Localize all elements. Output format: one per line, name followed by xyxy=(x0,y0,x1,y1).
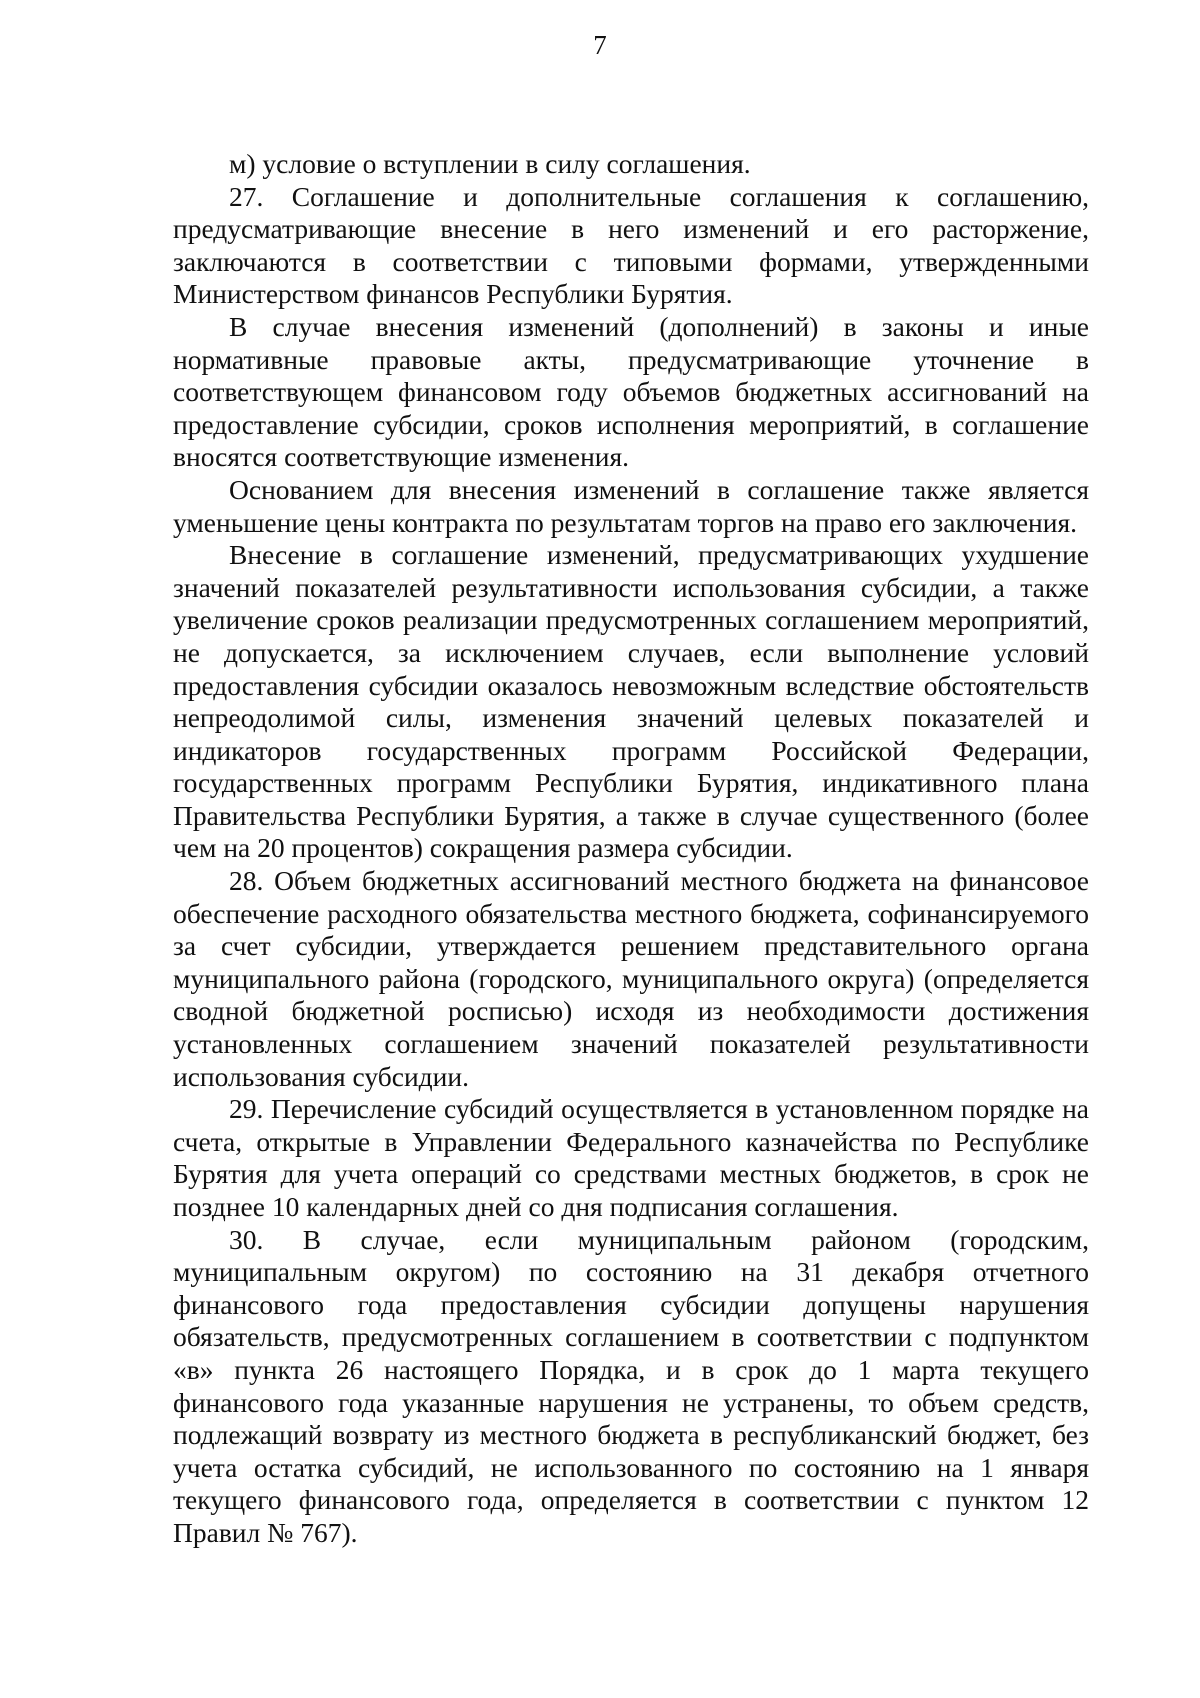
paragraph-30: 30. В случае, если муниципальным районом (городским, муниципальным округом) по состоянию на 31 декабря отчетного финансового года предоставления субсидии допущены нарушения обязательств, предусмотренных соглашением в соответствии с подпунктом «в» пункта 26 настоящего Порядка, и в срок до 1 марта текущего финансового года указанные нарушения не устранены, то объем средств, подлежащий возврату из местного бюджета в республиканский бюджет, без учета остатка субсидий, не использованного по состоянию на 1 января текущего финансового года, определяется в соответствии с пунктом 12 Правил № 767). xyxy=(173,1223,1089,1548)
paragraph-27-basis: Основанием для внесения изменений в соглашение также является уменьшение цены контракта по результатам торгов на право его заключения. xyxy=(173,473,1089,538)
page-number: 7 xyxy=(593,30,607,60)
paragraph-28: 28. Объем бюджетных ассигнований местного бюджета на финансовое обеспечение расходного обязательства местного бюджета, софинансируемого за счет субсидии, утверждается решением представительного органа муниципального района (городского, муниципального округа) (определяется сводной бюджетной росписью) исходя из необходимости достижения установленных соглашением значений показателей результативности использования субсидии. xyxy=(173,865,1089,1092)
paragraph-27-changes: В случае внесения изменений (дополнений) в законы и иные нормативные правовые акты, предусматривающие уточнение в соответствующем финансовом году объемов бюджетных ассигнований на предоставление субсидии, сроков исполнения мероприятий, в соглашение вносятся соответствующие изменения. xyxy=(173,310,1089,473)
document-body xyxy=(173,148,1089,1550)
paragraph-29: 29. Перечисление субсидий осуществляется в установленном порядке на счета, открытые в Управлении Федерального казначейства по Республике Бурятия для учета операций со средствами местных бюджетов, в срок не позднее 10 календарных дней со дня подписания соглашения. xyxy=(173,1093,1089,1222)
paragraph-item-m: м) условие о вступлении в силу соглашения. xyxy=(229,148,751,179)
paragraph-27-restrictions: Внесение в соглашение изменений, предусматривающих ухудшение значений показателей результативности использования субсидии, а также увеличение сроков реализации предусмотренных соглашением мероприятий, не допускается, за исключением случаев, если выполнение условий предоставления субсидии оказалось невозможным вследствие обстоятельств непреодолимой силы, изменения значений целевых показателей и индикаторов государственных программ Российской Федерации, государственных программ Республики Бурятия, индикативного плана Правительства Республики Бурятия, а также в случае существенного (более чем на 20 процентов) сокращения размера субсидии. xyxy=(173,539,1089,864)
paragraph-27: 27. Соглашение и дополнительные соглашения к соглашению, предусматривающие внесение в него изменений и его расторжение, заключаются в соответствии с типовыми формами, утвержденными Министерством финансов Республики Бурятия. xyxy=(173,180,1089,310)
